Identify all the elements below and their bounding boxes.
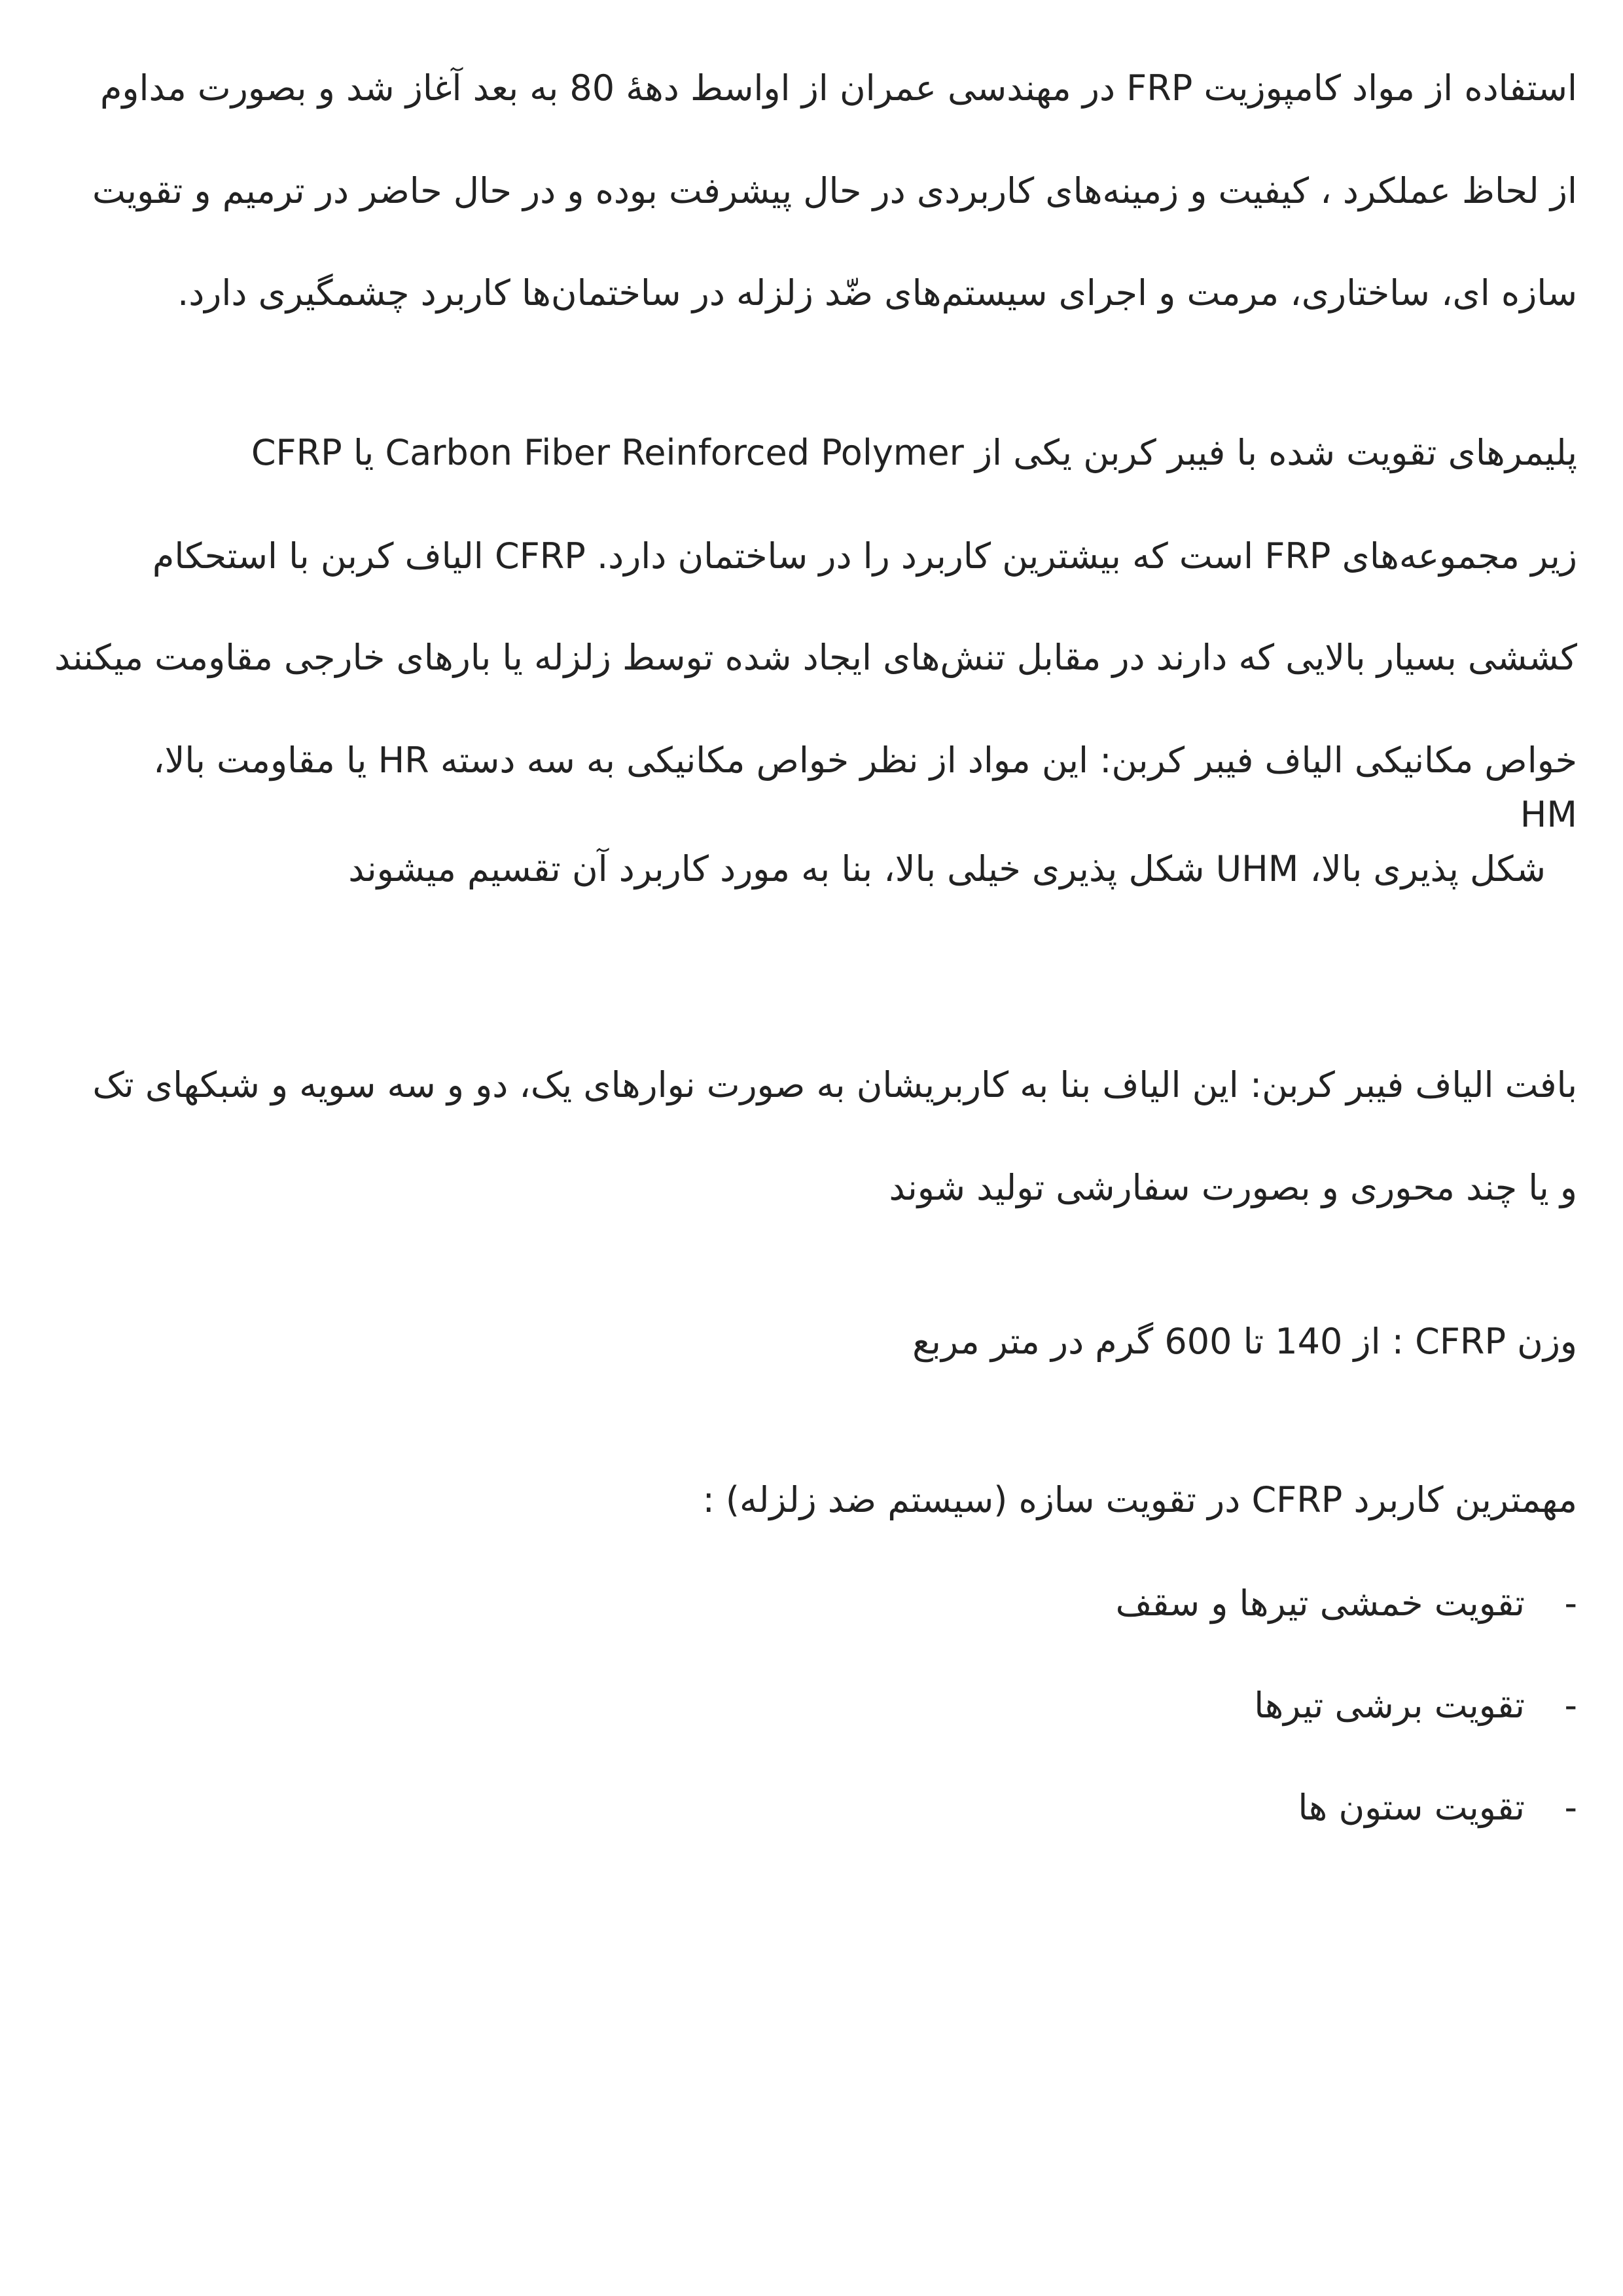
paragraph-2-line-1: CFRP یا Carbon Fiber Reinforced Polymer پلیمرهای تقویت شده با فیبر کربن یکی از: [251, 432, 1577, 473]
uses-list-item: [1116, 1577, 1577, 1630]
list-dash: -: [1564, 1583, 1577, 1624]
uses-list-item: [1298, 1782, 1577, 1834]
paragraph-1-line-3: سازه ای، ساختاری، مرمت و اجرای سیستم‌های ضّد زلزله در ساختمان‌ها کاربرد چشمگیری دارد.: [177, 272, 1577, 314]
uses-heading: مهمترین کاربرد CFRP در تقویت سازه (سیستم ضد زلزله) :: [702, 1479, 1577, 1520]
weight-line: وزن CFRP : از 140 تا 600 گرم در متر مربع: [912, 1321, 1577, 1362]
paragraph-1-line-2: از لحاظ عملکرد ، کیفیت و زمینه‌های کاربردی در حال پیشرفت بوده و در حال حاضر در ترمیم و تقویت: [92, 170, 1577, 211]
paragraph-3-line-1: خواص مکانیکی الیاف فیبر کربن: این مواد از نظر خواص مکانیکی به سه دسته HR یا مقاومت بالا،: [153, 740, 1577, 781]
uses-list-item: [1254, 1679, 1577, 1732]
list-dash: -: [1564, 1685, 1577, 1726]
paragraph-3-line-2: HM: [1520, 794, 1577, 835]
paragraph-3-line-3: شکل پذیری بالا، UHM شکل پذیری خیلی بالا، بنا به مورد کاربرد آن تقسیم میشوند: [348, 848, 1546, 889]
paragraph-1-line-1: استفاده از مواد کامپوزیت FRP در مهندسی عمران از اواسط دهۀ 80 به بعد آغاز شد و بصورت مداوم: [99, 67, 1577, 109]
paragraph-4-line-2: و یا چند محوری و بصورت سفارشی تولید شوند: [889, 1167, 1577, 1208]
list-item-text: تقویت ستون ها: [1298, 1787, 1525, 1828]
paragraph-2-line-3: کششی بسیار بالایی که دارند در مقابل تنش‌های ایجاد شده توسط زلزله یا بارهای خارجی مقاومت میکنند: [54, 637, 1577, 678]
paragraph-2-line-2: زیر مجموعه‌های FRP است که بیشترین کاربرد را در ساختمان دارد. CFRP الیاف کربن با استحکام: [152, 535, 1577, 577]
list-item-text: تقویت برشی تیرها: [1254, 1685, 1525, 1726]
paragraph-4-line-1: بافت الیاف فیبر کربن: این الیاف بنا به کاربریشان به صورت نوارهای یک، دو و سه سویه و شبکهای تک: [92, 1064, 1577, 1105]
list-dash: -: [1564, 1787, 1577, 1828]
list-item-text: تقویت خمشی تیرها و سقف: [1115, 1583, 1525, 1624]
